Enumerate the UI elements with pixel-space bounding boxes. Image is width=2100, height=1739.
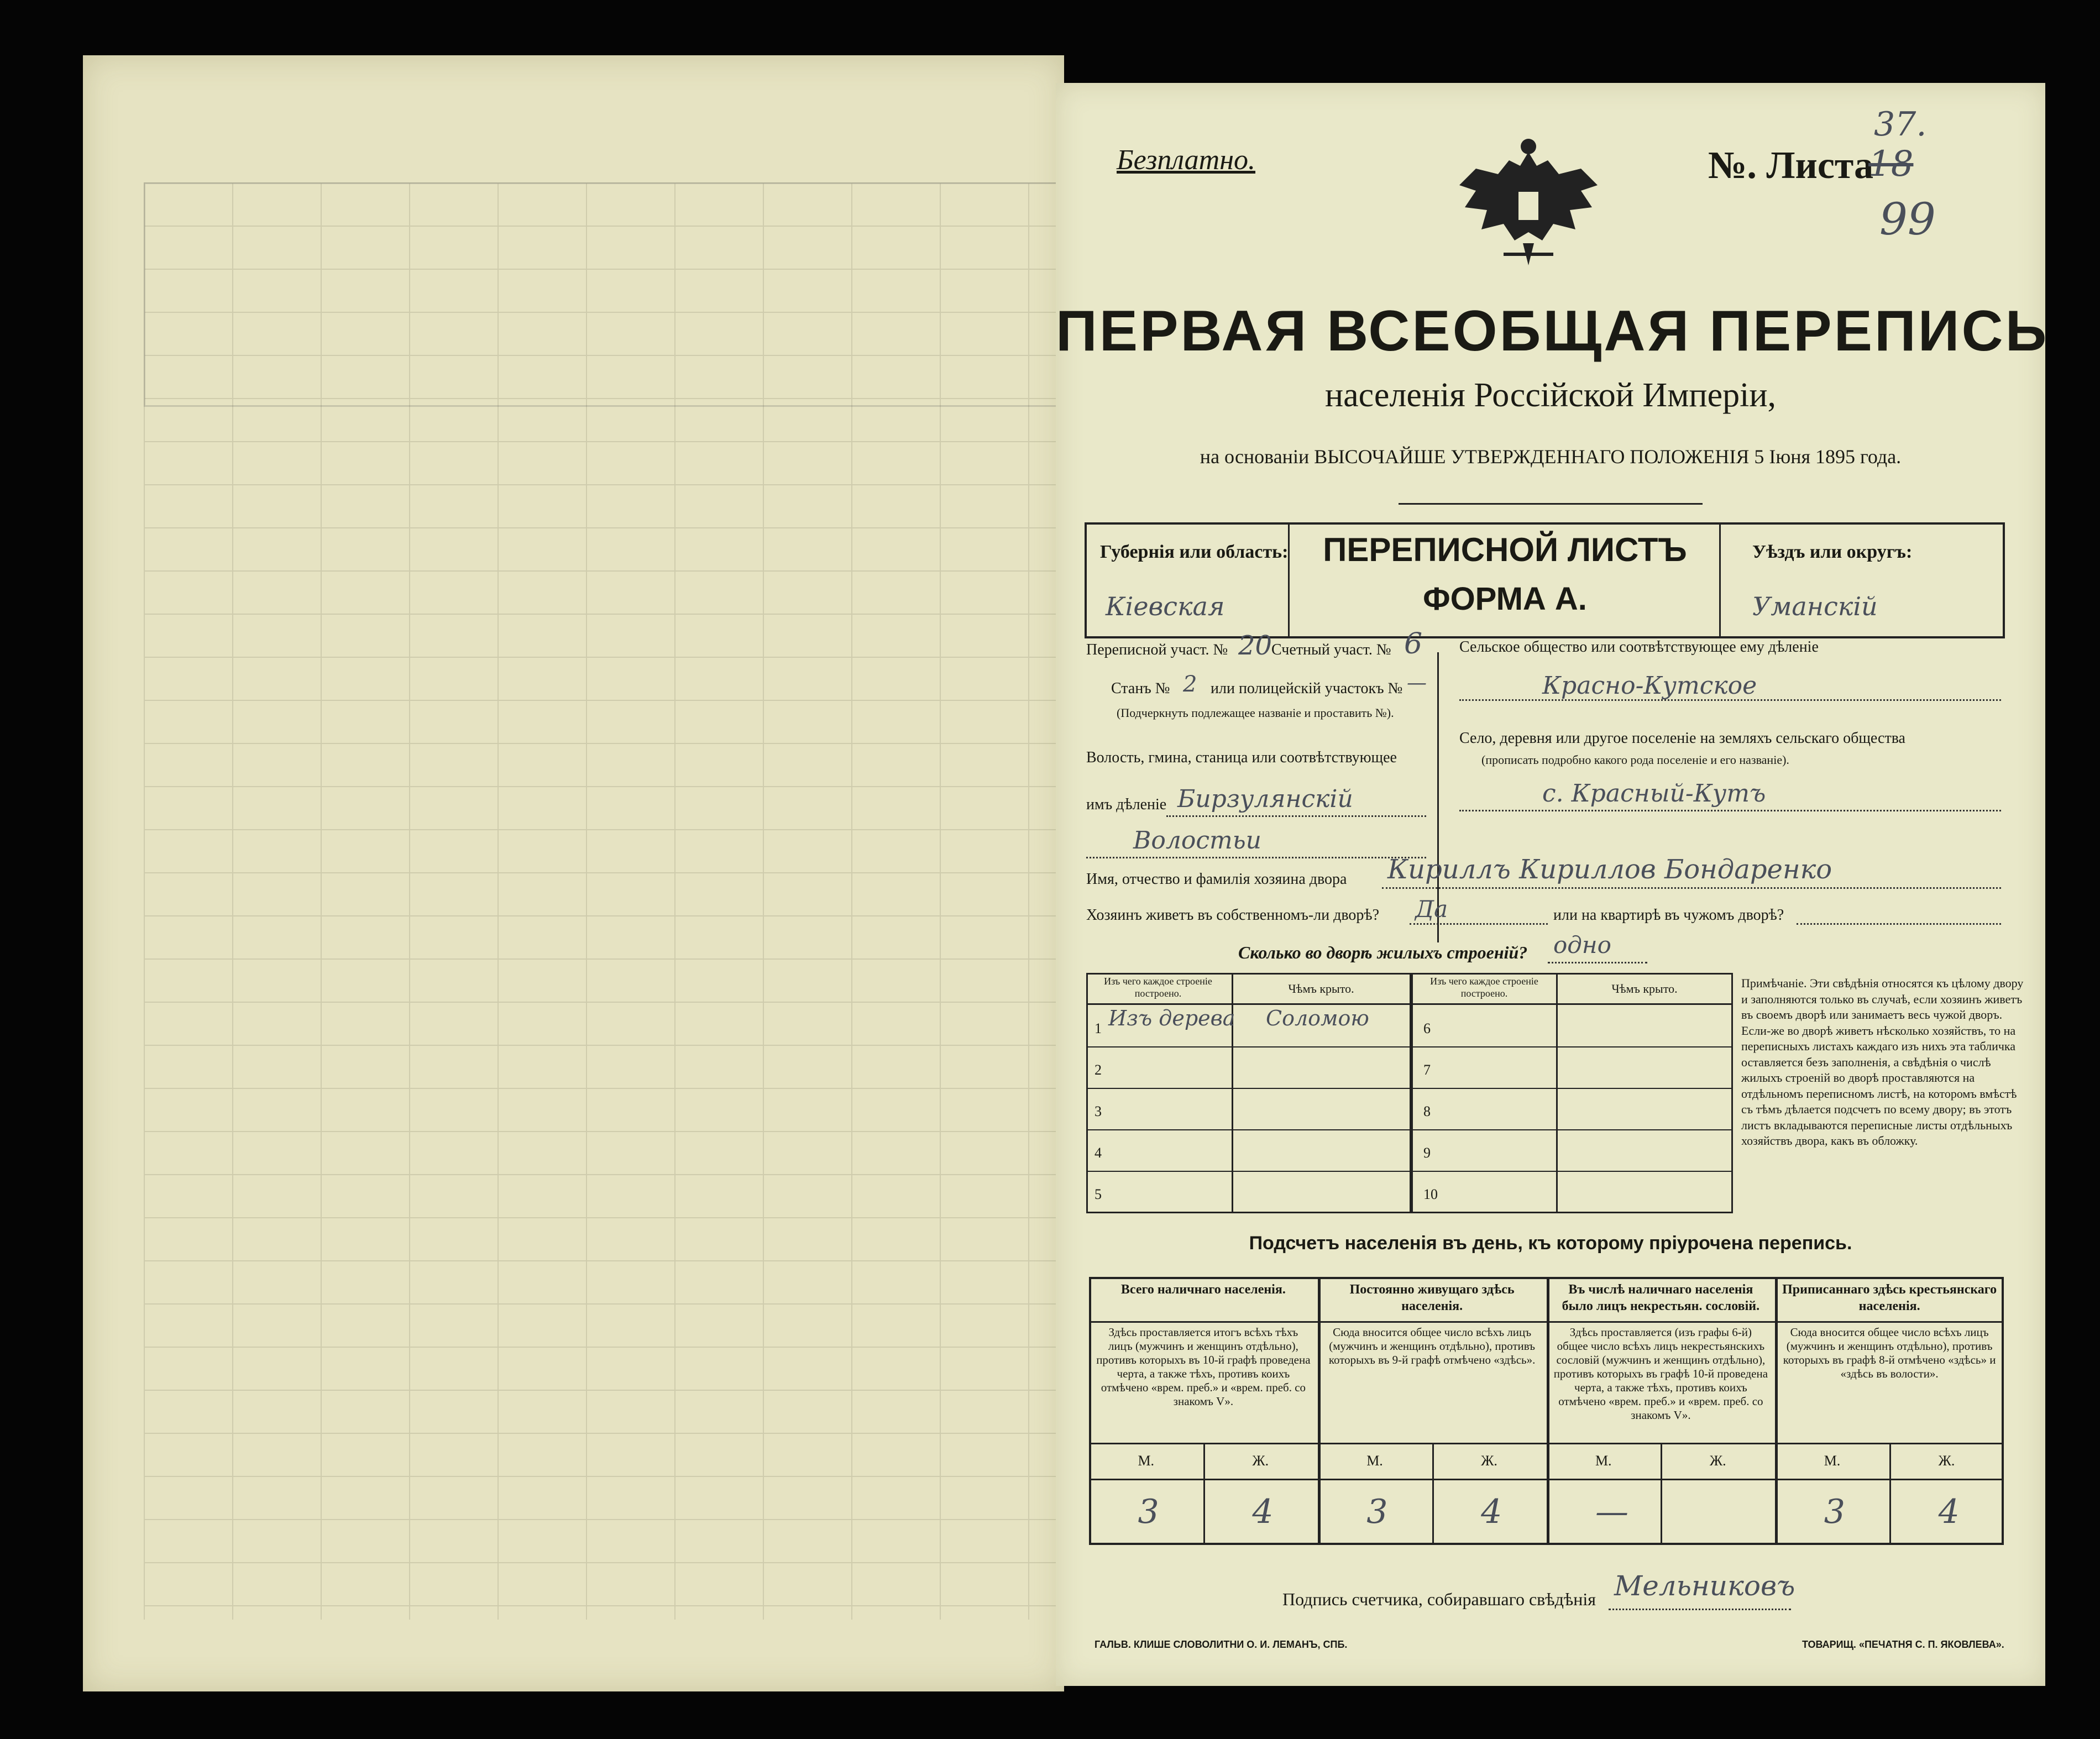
tally-value-zh: 4 — [1252, 1492, 1274, 1531]
form-subtitle: населенія Россійской Имперіи, — [1324, 376, 1777, 414]
left-row-line — [1086, 1171, 1410, 1172]
obshchestvo-label: Сельское общество или соотвѣтствующее ему дѣленіе — [1459, 638, 1819, 656]
selo-value: с. Красный-Кутъ — [1542, 779, 1766, 808]
right-row-number: 8 — [1423, 1103, 1431, 1119]
obshchestvo-line — [1459, 699, 2001, 701]
buildings-table-header-line — [1086, 1003, 1733, 1005]
buildings-label: Сколько во дворѣ жилыхъ строеній? — [1238, 942, 1528, 962]
volost-label-2: имъ дѣленіе — [1086, 796, 1167, 813]
uezd-label: Уѣздъ или округъ: — [1752, 542, 1913, 562]
owner-label: Имя, отчество и фамилія хозяина двора — [1086, 871, 1347, 888]
uezd-value: Уманскiй — [1752, 591, 1878, 621]
left-row-number: 5 — [1094, 1186, 1102, 1202]
sheet-title: ПЕРЕПИСНОЙ ЛИСТЪ — [1323, 531, 1687, 568]
left-row-number: 1 — [1094, 1020, 1102, 1036]
stan-label: Станъ № — [1111, 680, 1170, 697]
tally-title: Подсчетъ населенія въ день, къ которому пріурочена перепись. — [1249, 1233, 1852, 1254]
form-legal-basis: на основаніи ВЫСОЧАЙШЕ УТВЕРЖДЕННАГО ПОЛОЖЕНІЯ 5 Іюня 1895 года. — [1200, 446, 1902, 468]
right-row-line — [1413, 1171, 1733, 1172]
uchastok-value: 20 — [1238, 630, 1272, 661]
buildings-col-material-left: Изъ чего каждое строеніе построено. — [1104, 976, 1212, 999]
row1-roof: Соломою — [1266, 1006, 1369, 1030]
tally-desc: Здѣсь проставляется итогъ всѣхъ тѣхъ лицъ (мужчинъ и женщинъ отдѣльно), противъ которыхъ въ 10-й графѣ проведена черта, а также тѣхъ, противъ коихъ отмѣчено «врем. преб.» и «врем. преб. со знакомъ V». — [1096, 1326, 1311, 1408]
tally-value-m: — — [1595, 1492, 1628, 1531]
form-main-title: ПЕРВАЯ ВСЕОБЩАЯ ПЕРЕПИСЬ — [1056, 299, 2049, 363]
tally-m-label: М. — [1366, 1453, 1383, 1469]
tally-value-m: 3 — [1366, 1492, 1388, 1531]
sheet-number-crossed: 18 — [1868, 144, 1914, 185]
buildings-table-col-right — [1556, 973, 1558, 1213]
sheet-number-label: №. Листа — [1708, 144, 1874, 187]
own-yard-value: Да — [1415, 895, 1448, 923]
footer-left: ГАЛЬВ. КЛИШЕ СЛОВОЛИТНИ О. И. ЛЕМАНЪ, СПБ. — [1094, 1639, 1348, 1650]
police-label: или полицейскій участокъ № — [1211, 680, 1403, 697]
tally-header: Постоянно живущаго здѣсь населенія. — [1349, 1282, 1515, 1313]
right-row-number: 9 — [1423, 1145, 1431, 1161]
right-row-number: 10 — [1423, 1186, 1438, 1202]
buildings-table-split — [1410, 973, 1413, 1213]
schetny-value: 6 — [1404, 627, 1423, 661]
tally-zh-label: Ж. — [1481, 1453, 1497, 1469]
rented-label: или на квартирѣ въ чужомъ дворѣ? — [1553, 907, 1784, 924]
tally-value-zh: 4 — [1938, 1492, 1960, 1531]
tally-value-m: 3 — [1138, 1492, 1159, 1531]
volost-value-2: Волостьи — [1133, 826, 1261, 855]
signature-value: Мельниковъ — [1614, 1570, 1795, 1602]
sheet-number-handwritten: 37. — [1874, 105, 1927, 144]
underline-hint: (Подчеркнуть подлежащее названіе и проставить №). — [1117, 706, 1394, 720]
form-letter: ФОРМА А. — [1423, 581, 1587, 617]
owner-value: Кириллъ Кириллов Бондаренко — [1387, 854, 1832, 885]
tally-subcol-divider — [1661, 1443, 1662, 1545]
left-row-line — [1086, 1088, 1410, 1089]
region-box-divider-right — [1719, 522, 1721, 638]
left-row-number: 4 — [1094, 1145, 1102, 1161]
tally-value-m: 3 — [1824, 1492, 1845, 1531]
left-row-number: 2 — [1094, 1062, 1102, 1078]
volost-label: Волость, гмина, станица или соотвѣтствующее — [1086, 749, 1397, 766]
tally-desc: Сюда вносится общее число всѣхъ лицъ (мужчинъ и женщинъ отдѣльно), противъ которыхъ въ графѣ 8-й отмѣчено «здѣсь» и «здѣсь въ волости». — [1783, 1326, 1996, 1380]
tally-value-zh: 4 — [1481, 1492, 1502, 1531]
bleed-through-header — [144, 182, 1059, 407]
rented-line — [1797, 923, 2001, 925]
buildings-col-material-right: Изъ чего каждое строеніе построено. — [1430, 976, 1538, 999]
tally-m-label: М. — [1138, 1453, 1155, 1469]
double-headed-eagle-emblem — [1437, 135, 1620, 279]
tally-header: Всего наличнаго населенія. — [1120, 1282, 1286, 1297]
tally-header: Въ числѣ наличнаго населенія было лицъ некрестьян. сословій. — [1562, 1282, 1760, 1313]
own-yard-line — [1410, 923, 1548, 925]
own-yard-label: Хозяинъ живетъ въ собственномъ-ли дворѣ? — [1086, 907, 1380, 924]
free-label: Безплатно. — [1117, 144, 1256, 176]
tally-subcol-divider — [1889, 1443, 1891, 1545]
tally-subcol-divider — [1432, 1443, 1434, 1545]
right-row-number: 6 — [1423, 1020, 1431, 1036]
schetny-label: Счетный участ. № — [1271, 641, 1391, 658]
footer-right: ТОВАРИЩ. «ПЕЧАТНЯ С. П. ЯКОВЛЕВА». — [1802, 1639, 2004, 1650]
row1-material: Изъ дерева — [1108, 1006, 1235, 1030]
volost-value: Бирзулянскiй — [1177, 785, 1353, 813]
buildings-value: одно — [1553, 931, 1611, 958]
right-row-line — [1413, 1088, 1733, 1089]
tally-desc: Здѣсь проставляется (изъ графы 6-й) общее число всѣхъ лицъ некрестьянскихъ сословій (мужчинъ и женщинъ отдѣльно), противъ которыхъ въ графѣ 10-й проведена черта, а также тѣхъ, противъ коихъ отмѣчено «врем. преб.» и «врем. преб. со знакомъ V». — [1553, 1326, 1768, 1422]
left-row-line — [1086, 1046, 1410, 1047]
left-row-line — [1086, 1129, 1410, 1130]
tally-m-label: М. — [1595, 1453, 1612, 1469]
selo-label: Село, деревня или другое поселеніе на земляхъ сельскаго общества — [1459, 730, 1905, 747]
tally-col-divider — [1775, 1277, 1778, 1545]
uchastok-label: Переписной участ. № — [1086, 641, 1228, 658]
volost-line — [1166, 815, 1426, 817]
obshchestvo-value: Красно-Кутское — [1542, 672, 1757, 700]
archive-page-number: 99 — [1879, 193, 1936, 245]
right-row-number: 7 — [1423, 1062, 1431, 1078]
left-row-number: 3 — [1094, 1103, 1102, 1119]
tally-subcol-divider — [1203, 1443, 1205, 1545]
region-box-divider-left — [1288, 522, 1290, 638]
gubernia-value: Кiевская — [1106, 591, 1225, 621]
volost-line-2 — [1086, 857, 1426, 858]
selo-line — [1459, 810, 2001, 811]
buildings-col-roof-right: Чѣмъ крыто. — [1611, 982, 1678, 996]
tally-m-label: М. — [1824, 1453, 1841, 1469]
signature-label: Подпись счетчика, собиравшаго свѣдѣнія — [1282, 1589, 1596, 1609]
buildings-note: Примѣчаніе. Эти свѣдѣнія относятся къ цѣлому двору и заполняются только въ случаѣ, если хозяинъ живетъ въ своемъ дворѣ или занимаетъ весь чужой дворъ. Если-же во дворѣ живетъ нѣсколько хозяйствъ, то на переписныхъ листахъ каждаго изъ нихъ эта табличка оставляется безъ заполненія, а свѣдѣнія о числѣ жилыхъ строеній во дворѣ проставляются на отдѣльномъ переписномъ листѣ, на которомъ вмѣстѣ съ тѣмъ дѣлается подсчетъ по всему двору; въ этотъ листъ вкладываются переписные листы отдѣльныхъ хозяйствъ двора, какъ въ обложку. — [1741, 976, 2024, 1148]
tally-zh-label: Ж. — [1252, 1453, 1269, 1469]
tally-col-divider — [1547, 1277, 1549, 1545]
tally-zh-label: Ж. — [1938, 1453, 1955, 1469]
selo-hint: (прописать подробно какого рода поселеніе и его названіе). — [1481, 753, 1789, 767]
tally-header: Приписаннаго здѣсь крестьянскаго населенія. — [1782, 1282, 1997, 1313]
census-form-page — [1056, 83, 2049, 1686]
gubernia-label: Губернія или область: — [1100, 542, 1289, 562]
buildings-line — [1548, 962, 1647, 963]
stan-value: 2 — [1183, 672, 1197, 697]
right-row-line — [1413, 1046, 1733, 1047]
left-page-blank — [83, 55, 1064, 1691]
police-value: — — [1407, 672, 1427, 694]
tally-col-divider — [1318, 1277, 1321, 1545]
tally-zh-label: Ж. — [1709, 1453, 1726, 1469]
right-row-line — [1413, 1129, 1733, 1130]
signature-line — [1609, 1609, 1791, 1610]
ornament-divider — [1399, 503, 1703, 505]
tally-desc: Сюда вносится общее число всѣхъ лицъ (мужчинъ и женщинъ отдѣльно), противъ которыхъ въ 9-й графѣ отмѣчено «здѣсь». — [1328, 1326, 1536, 1366]
owner-line — [1382, 887, 2001, 889]
buildings-col-roof-left: Чѣмъ крыто. — [1288, 982, 1354, 996]
